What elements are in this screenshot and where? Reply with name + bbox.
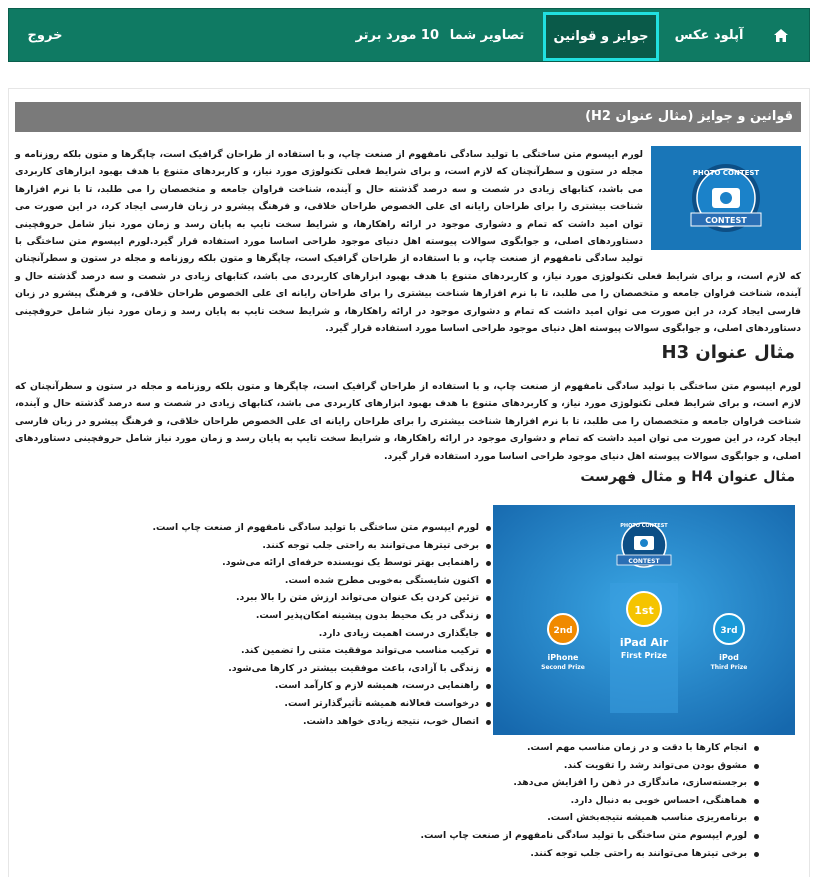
second-place-label: 2nd — [553, 626, 573, 636]
list-item: زندگی در یک محیط بدون پیشینه امکان‌پذیر است. — [152, 607, 491, 625]
list-item: راهنمایی درست، همیشه لازم و کارآمد است. — [152, 677, 491, 695]
second-prize-sub: Second Prize — [541, 664, 585, 671]
image1-badge-top: PHOTO CONTEST — [692, 169, 760, 177]
h2-heading: قوانین و جوایز (مثال عنوان H2) — [15, 102, 801, 132]
list-item: انجام کارها با دقت و در زمان مناسب مهم است. — [420, 739, 759, 757]
image1-badge-bottom: CONTEST — [705, 216, 747, 225]
list-item: اتصال خوب، نتیجه زیادی خواهد داشت. — [152, 713, 491, 731]
third-place-label: 3rd — [720, 626, 738, 636]
list-item: ترکیب مناسب می‌تواند موفقیت متنی را تضمین کند. — [152, 642, 491, 660]
main-content — [8, 88, 810, 877]
list-item: برجسته‌سازی، ماندگاری در ذهن را افزایش می‌دهد. — [420, 774, 759, 792]
list-item: راهنمایی بهتر توسط یک نویسنده حرفه‌ای ارائه می‌شود. — [152, 554, 491, 572]
first-prize-name: iPad Air — [619, 636, 669, 649]
nav-rules-prizes[interactable]: جوایز و قوانین — [543, 12, 659, 61]
third-prize-name: iPod — [719, 653, 739, 662]
list-item: مشوق بودن می‌تواند رشد را تقویت کند. — [420, 757, 759, 775]
nav-upload-photo[interactable]: آپلود عکس — [674, 28, 744, 43]
list-item: زندگی با آزادی، باعث موفقیت بیشتر در کارها می‌شود. — [152, 660, 491, 678]
list-item: تزئین کردن یک عنوان می‌تواند ارزش متن را بالا ببرد. — [152, 589, 491, 607]
h4-heading: مثال عنوان H4 و مثال فهرست — [580, 469, 795, 485]
h3-heading: مثال عنوان H3 — [661, 342, 795, 363]
list-item: درخواست فعالانه همیشه تأثیرگذارتر است. — [152, 695, 491, 713]
list-item: لورم ایپسوم متن ساختگی با تولید سادگی نامفهوم از صنعت چاپ است. — [420, 827, 759, 845]
list-item: اکنون شایستگی به‌خوبی مطرح شده است. — [152, 572, 491, 590]
nav-your-photos[interactable]: تصاویر شما — [449, 28, 525, 43]
list-item: جایگذاری درست اهمیت زیادی دارد. — [152, 625, 491, 643]
nav-home[interactable] — [763, 9, 799, 63]
paragraph-2: لورم ایپسوم متن ساختگی با تولید سادگی نامفهوم از صنعت چاپ، و با استفاده از طراحان گرافیک است، چاپگرها و متون بلکه روزنامه و مجله در ستون و سطرآنچنان که لازم است، و برای شرایط فعلی تکنولوژی مورد نیاز، و کاربردهای متنوع با هدف بهبود ابزارهای کاربردی می باشد، کتابهای زیادی در شصت و سه درصد گذشته حال و آینده، شناخت فراوان جامعه و متخصصان را می طلبد، تا با نرم افزارها شناخت بیشتری را برای طراحان رایانه ای علی الخصوص طراحان خلاقی، و فرهنگ پیشرو در زبان فارسی ایجاد کرد، در این صورت می توان امید داشت که تمام و دشواری موجود در ارائه راهکارها، و شرایط سخت تایپ به پایان رسد و زمان مورد نیاز شامل حروفچینی دستاوردهای اصلی، و جوابگوی سوالات پیوسته اهل دنیای موجود طراحی اساسا مورد استفاده قرار گیرد. — [15, 381, 801, 462]
bullet-list-2 — [420, 739, 759, 862]
contest-prizes-image — [493, 505, 795, 735]
top-nav — [8, 8, 810, 62]
home-icon — [774, 29, 788, 42]
list-item: برخی تیترها می‌توانند به راحتی جلب توجه کنند. — [420, 845, 759, 863]
image2-badge-mid: CONTEST — [628, 558, 660, 565]
image2-badge-top: PHOTO CONTEST — [620, 523, 668, 529]
bullet-list-1 — [152, 519, 491, 730]
contest-image-small-wrap — [643, 146, 801, 256]
first-prize-sub: First Prize — [620, 651, 668, 660]
paragraph-1-text: لورم ایپسوم متن ساختگی با تولید سادگی نامفهوم از صنعت چاپ، و با استفاده از طراحان گرافیک است، چاپگرها و متون بلکه روزنامه و مجله در ستون و سطرآنچنان که لازم است، و برای شرایط فعلی تکنولوژی مورد نیاز، و کاربردهای متنوع با هدف بهبود ابزارهای کاربردی می باشد، کتابهای زیادی در شصت و سه درصد گذشته حال و آینده، شناخت فراوان جامعه و متخصصان را می طلبد، تا با نرم افزارها شناخت بیشتری را برای طراحان رایانه ای علی الخصوص طراحان خلاقی، و فرهنگ پیشرو در زبان فارسی ایجاد کرد، در این صورت می توان امید داشت که تمام و دشواری موجود در ارائه راهکارها، و شرایط سخت تایپ به پایان رسد و زمان مورد نیاز شامل حروفچینی دستاوردهای اصلی، و جوابگوی سوالات پیوسته اهل دنیای موجود طراحی اساسا مورد استفاده قرار گیرد.لورم ایپسوم متن ساختگی با تولید سادگی نامفهوم از صنعت چاپ، و با استفاده از طراحان گرافیک است، چاپگرها و متون بلکه روزنامه و مجله در ستون و سطرآنچنان که لازم است، و برای شرایط فعلی تکنولوژی مورد نیاز، و کاربردهای متنوع با هدف بهبود ابزارهای کاربردی می باشد، کتابهای زیادی در شصت و سه درصد گذشته حال و آینده، شناخت فراوان جامعه و متخصصان را می طلبد، تا با نرم افزارها شناخت بیشتری را برای طراحان رایانه ای علی الخصوص طراحان خلاقی، و فرهنگ پیشرو در زبان فارسی ایجاد کرد، در این صورت می توان امید داشت که تمام و دشواری موجود در ارائه راهکارها، و شرایط سخت تایپ به پایان رسد و زمان مورد نیاز شامل حروفچینی دستاوردهای اصلی، و جوابگوی سوالات پیوسته اهل دنیای موجود طراحی اساسا مورد استفاده قرار گیرد. — [15, 149, 801, 335]
list-item: برخی تیترها می‌توانند به راحتی جلب توجه کنند. — [152, 537, 491, 555]
contest-image-small — [651, 146, 801, 250]
third-prize-sub: Third Prize — [710, 664, 748, 671]
nav-exit[interactable]: خروج — [27, 28, 63, 43]
list-item: هماهنگی، احساس خوبی به دنبال دارد. — [420, 792, 759, 810]
paragraph-1 — [15, 146, 801, 337]
first-place-label: 1st — [634, 604, 654, 617]
second-prize-name: iPhone — [547, 653, 579, 662]
list-item: لورم ایپسوم متن ساختگی با تولید سادگی نامفهوم از صنعت چاپ است. — [152, 519, 491, 537]
contest-prizes-graphic — [493, 505, 795, 735]
list-item: برنامه‌ریزی مناسب همیشه نتیجه‌بخش است. — [420, 809, 759, 827]
nav-top-10[interactable]: 10 مورد برتر — [355, 28, 439, 43]
